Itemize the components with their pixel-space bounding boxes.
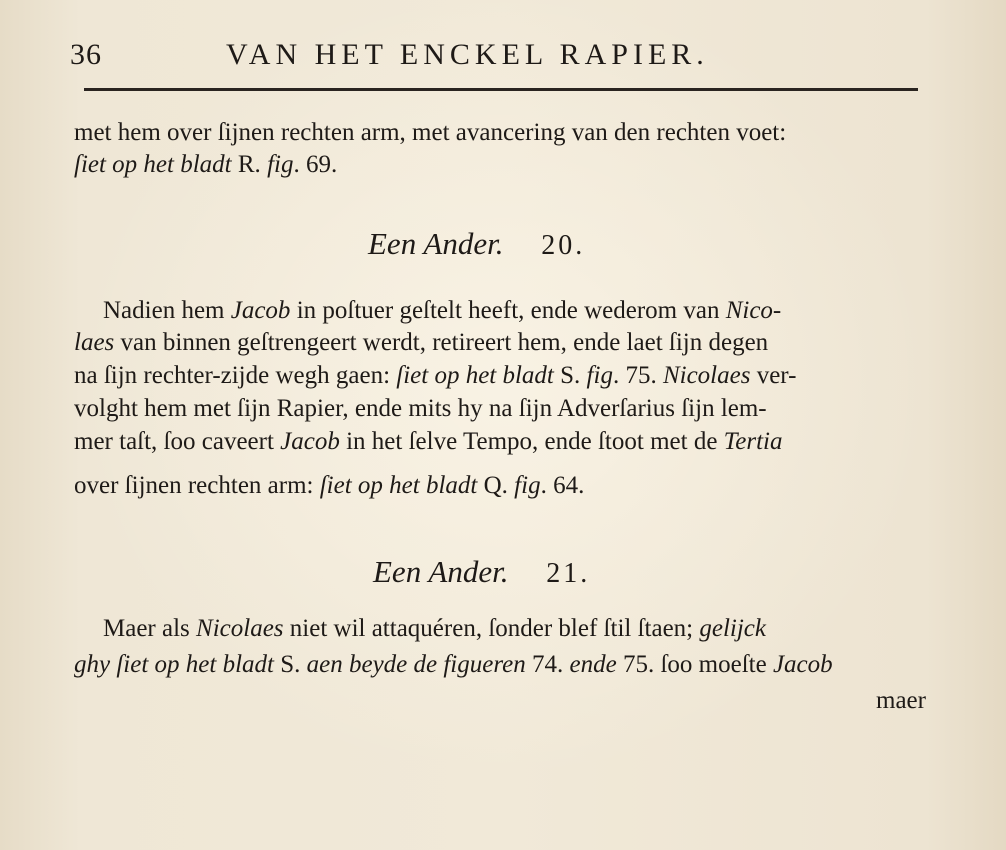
section-heading-text: Een Ander. [368, 226, 504, 261]
header-rule [84, 88, 918, 91]
catchword [876, 686, 926, 716]
person-name: Nicolaes [196, 615, 284, 642]
page-header [70, 38, 920, 78]
text-run: . 75. [612, 362, 663, 389]
text-run: in poſtuer geſtelt heeft, ende wederom van [290, 297, 726, 324]
text-run: mer taſt, ſoo caveert [74, 428, 281, 455]
section-number: 21. [546, 558, 591, 589]
text-run: met hem over ſijnen rechten arm, met avancering van den rechten voet: [74, 119, 787, 146]
person-name: Nico- [725, 297, 782, 324]
text-run: niet wil attaquéren, ſonder blef ſtil ſtaen; [283, 615, 700, 642]
text-run: fig [514, 472, 541, 499]
text-run: ver- [750, 362, 797, 389]
text-run: Tertia [723, 428, 783, 455]
person-name: Nicolaes [662, 362, 751, 389]
section-heading-20 [368, 226, 585, 262]
text-run: 74. [525, 651, 570, 678]
text-run: . 69. [293, 151, 338, 178]
text-run: S. [273, 651, 307, 678]
text-run: ende [569, 651, 617, 678]
paragraph-2-line-1 [103, 296, 781, 326]
text-run: van binnen geſtrengeert werdt, retireert hem, ende laet ſijn degen [114, 329, 769, 356]
paragraph-1-line-2 [74, 150, 337, 180]
paragraph-1-line-1 [74, 118, 786, 148]
section-number: 20. [541, 230, 586, 261]
text-run: fig [586, 362, 613, 389]
section-heading-21 [373, 554, 590, 590]
text-run: Maer als [103, 615, 197, 642]
paragraph-2-line-2 [74, 328, 768, 358]
person-name: laes [74, 329, 115, 356]
figure-reference: ghy ſiet op het bladt [74, 651, 274, 678]
paragraph-3-line-2 [74, 650, 833, 680]
paragraph-2-line-6 [74, 471, 584, 501]
text-run: S. [553, 362, 587, 389]
paragraph-2-line-3 [74, 361, 796, 391]
person-name: Jacob [772, 651, 833, 678]
figure-reference: ſiet op het bladt [396, 362, 554, 389]
paragraph-2-line-4 [74, 394, 767, 424]
person-name: Jacob [280, 428, 340, 455]
text-run: . 64. [540, 472, 585, 499]
figure-reference: ſiet op het bladt [319, 472, 478, 499]
text-run: in het ſelve Tempo, ende ſtoot met de [339, 428, 724, 455]
person-name: Jacob [230, 297, 291, 324]
figure-reference: ſiet op het bladt [74, 151, 232, 178]
catchword-text: maer [876, 687, 926, 714]
page-number: 36 [70, 38, 102, 71]
running-head: VAN HET ENCKEL RAPIER. [226, 38, 709, 71]
paragraph-3-line-1 [103, 614, 766, 644]
text-run: Q. [477, 472, 515, 499]
text-run: gelijck [699, 615, 767, 642]
paragraph-2-line-5 [74, 427, 783, 457]
text-run: volght hem met ſijn Rapier, ende mits hy na ſijn Adverſarius ſijn lem- [74, 395, 767, 422]
section-heading-text: Een Ander. [373, 554, 509, 589]
text-run: aen beyde de figueren [306, 651, 526, 678]
text-run: R. [231, 151, 268, 178]
text-run: fig [267, 151, 294, 178]
text-run: 75. ſoo moeſte [616, 651, 773, 678]
text-run: na ſijn rechter-zijde wegh gaen: [74, 362, 397, 389]
text-run: Nadien hem [103, 297, 231, 324]
text-run: over ſijnen rechten arm: [74, 472, 320, 499]
